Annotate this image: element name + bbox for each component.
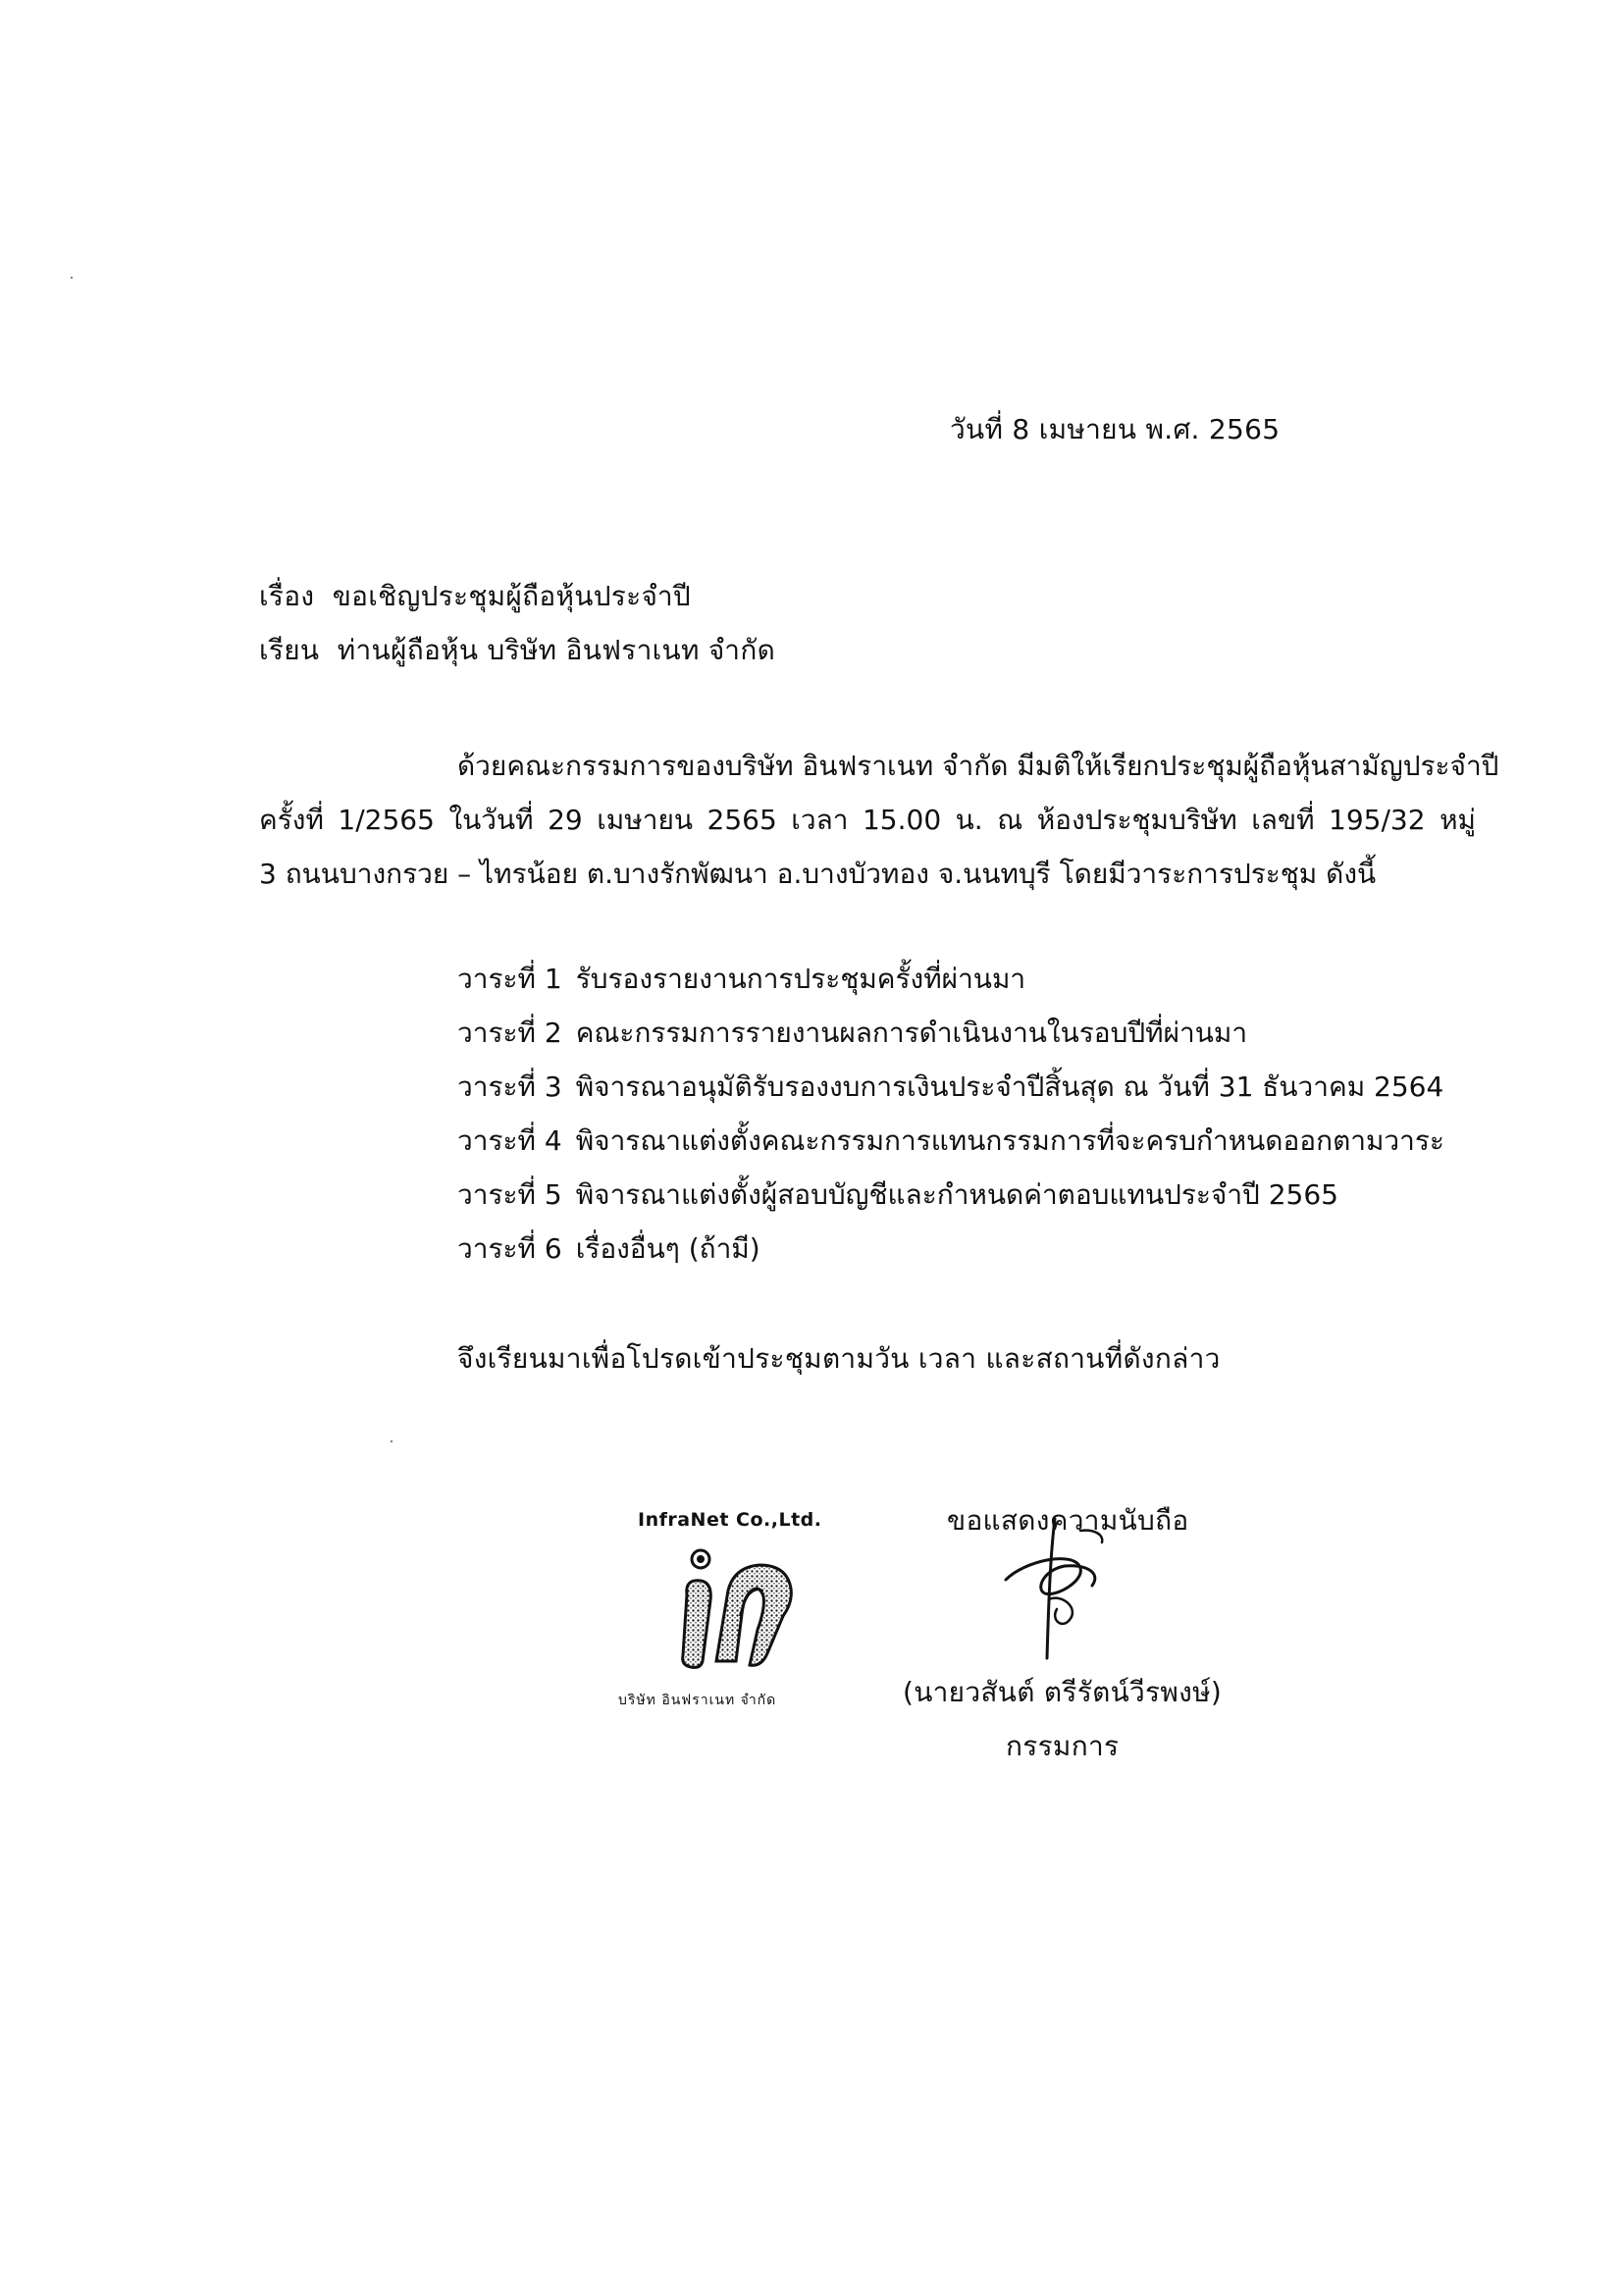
letter-date: วันที่ 8 เมษายน พ.ศ. 2565 bbox=[950, 413, 1281, 445]
agenda-label: วาระที่ 3 bbox=[457, 1070, 562, 1103]
subject-text: ขอเชิญประชุมผู้ถือหุ้นประจำปี bbox=[332, 580, 691, 612]
agenda-label: วาระที่ 4 bbox=[457, 1124, 562, 1157]
logo-company-name-thai: บริษัท อินฟราเนท จำกัด bbox=[618, 1693, 777, 1708]
agenda-label: วาระที่ 6 bbox=[457, 1232, 562, 1265]
body-line: 3 ถนนบางกรวย – ไทรน้อย ต.บางรักพัฒนา อ.บางบัวทอง จ.นนทบุรี โดยมีวาระการประชุม ดังนี้ bbox=[259, 858, 1377, 890]
agenda-item bbox=[457, 1168, 1444, 1222]
logo-company-name: InfraNet Co.,Ltd. bbox=[638, 1509, 822, 1531]
agenda-item bbox=[457, 1060, 1444, 1114]
agenda-text: เรื่องอื่นๆ (ถ้ามี) bbox=[575, 1232, 760, 1265]
agenda-label: วาระที่ 2 bbox=[457, 1017, 562, 1049]
subject-line bbox=[259, 577, 691, 616]
body-line: ด้วยคณะกรรมการของบริษัท อินฟราเนท จำกัด มีมติให้เรียกประชุมผู้ถือหุ้นสามัญประจำปี bbox=[457, 750, 1499, 782]
agenda-label: วาระที่ 5 bbox=[457, 1178, 562, 1211]
signer-name: (นายวสันต์ ตรีรัตน์วีรพงษ์) bbox=[903, 1676, 1223, 1708]
agenda-item bbox=[457, 1114, 1444, 1168]
scan-speck bbox=[71, 277, 73, 279]
handwritten-signature bbox=[986, 1511, 1143, 1668]
recipient-label: เรียน bbox=[259, 634, 320, 666]
agenda-text: รับรองรายงานการประชุมครั้งที่ผ่านมา bbox=[575, 963, 1026, 995]
agenda-text: พิจารณาแต่งตั้งผู้สอบบัญชีและกำหนดค่าตอบแทนประจำปี 2565 bbox=[575, 1178, 1338, 1211]
recipient-text: ท่านผู้ถือหุ้น บริษัท อินฟราเนท จำกัด bbox=[337, 634, 776, 666]
subject-label: เรื่อง bbox=[259, 580, 315, 612]
agenda-label: วาระที่ 1 bbox=[457, 963, 562, 995]
agenda-text: พิจารณาแต่งตั้งคณะกรรมการแทนกรรมการที่จะครบกำหนดออกตามวาระ bbox=[575, 1124, 1444, 1157]
agenda-item bbox=[457, 1222, 1444, 1276]
agenda-list bbox=[457, 952, 1444, 1276]
closing-regards: ขอแสดงความนับถือ bbox=[947, 1504, 1189, 1537]
agenda-item bbox=[457, 952, 1444, 1006]
signer-title: กรรมการ bbox=[1006, 1730, 1120, 1762]
infranet-logo-icon bbox=[657, 1545, 803, 1673]
agenda-text: พิจารณาอนุมัติรับรองงบการเงินประจำปีสิ้นสุด ณ วันที่ 31 ธันวาคม 2564 bbox=[575, 1070, 1444, 1103]
agenda-item bbox=[457, 1006, 1444, 1060]
closing-sentence: จึงเรียนมาเพื่อโปรดเข้าประชุมตามวัน เวลา และสถานที่ดังกล่าว bbox=[457, 1342, 1221, 1375]
scan-speck bbox=[391, 1440, 393, 1442]
body-line: ครั้งที่ 1/2565 ในวันที่ 29 เมษายน 2565 เวลา 15.00 น. ณ ห้องประชุมบริษัท เลขที่ 195/32 หมู่ bbox=[259, 804, 1476, 836]
agenda-text: คณะกรรมการรายงานผลการดำเนินงานในรอบปีที่ผ่านมา bbox=[575, 1017, 1248, 1049]
body-paragraph bbox=[259, 739, 1499, 901]
recipient-line bbox=[259, 631, 775, 670]
